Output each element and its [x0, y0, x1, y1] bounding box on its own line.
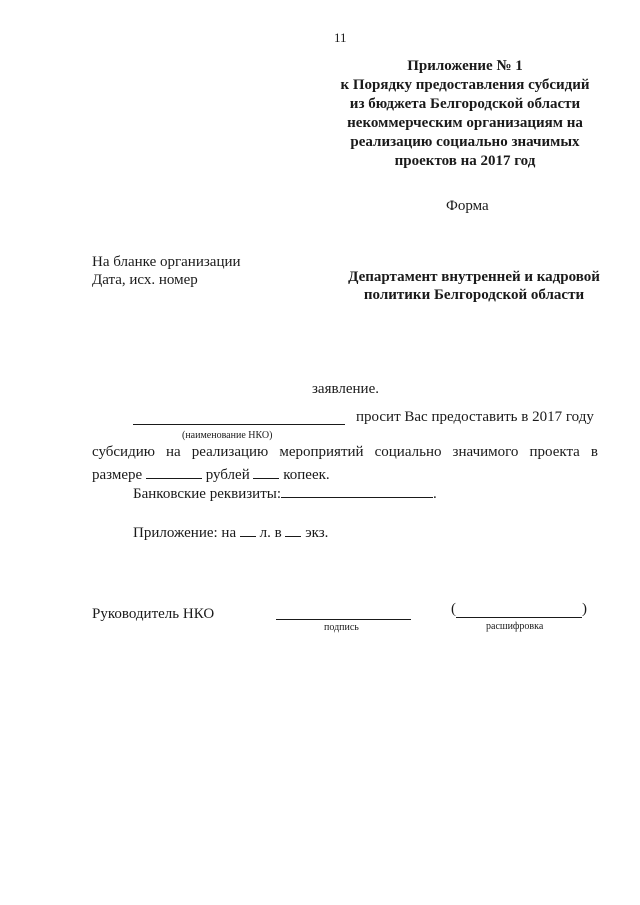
- copies-field[interactable]: [285, 524, 301, 537]
- bank-details-line: [133, 485, 437, 503]
- letterhead-line: На бланке организации: [92, 254, 241, 270]
- amount-prefix: размере: [92, 467, 143, 483]
- appendix-header: [320, 57, 610, 171]
- appendix-line: проектов на 2017 год: [394, 153, 536, 169]
- document-title: заявление.: [312, 381, 379, 397]
- rubles-label: рублей: [205, 467, 250, 483]
- appendix-line: реализацию социально значимых: [350, 134, 580, 150]
- sheets-field[interactable]: [240, 524, 256, 537]
- appendix-line: к Порядку предоставления субсидий: [340, 77, 590, 93]
- decode-paren-close: ): [582, 601, 587, 617]
- sheets-label: л. в: [259, 525, 282, 541]
- rubles-field[interactable]: [146, 466, 202, 479]
- form-label: Форма: [446, 198, 489, 214]
- date-number-line: Дата, исх. номер: [92, 272, 198, 288]
- org-name-caption: (наименование НКО): [182, 430, 273, 441]
- page-number: 11: [334, 30, 347, 45]
- bank-details-end: .: [433, 486, 437, 502]
- attachment-prefix: Приложение: на: [133, 525, 237, 541]
- bank-details-label: Банковские реквизиты:: [133, 486, 282, 502]
- signature-decode-caption: расшифровка: [486, 621, 544, 632]
- addressee-line: Департамент внутренней и кадровой: [348, 269, 600, 285]
- signature-field[interactable]: [276, 619, 411, 620]
- bank-details-field[interactable]: [281, 485, 433, 498]
- signature-caption: подпись: [324, 622, 359, 633]
- appendix-line: некоммерческим организациям на: [347, 115, 583, 131]
- signer-title: Руководитель НКО: [92, 606, 215, 622]
- addressee-line: политики Белгородской области: [363, 287, 585, 303]
- copies-label: экз.: [305, 525, 329, 541]
- request-text: просит Вас предоставить в 2017 году: [356, 409, 594, 425]
- org-name-field[interactable]: [133, 424, 345, 425]
- amount-line: [92, 466, 330, 484]
- kopecks-label: копеек.: [283, 467, 330, 483]
- decode-paren-open: (: [451, 601, 456, 617]
- letterhead-block: [92, 253, 241, 289]
- subsidy-text: субсидию на реализацию мероприятий социально значимого проекта в: [92, 444, 598, 460]
- appendix-line: из бюджета Белгородской области: [349, 96, 581, 112]
- addressee: [336, 268, 612, 304]
- kopecks-field[interactable]: [253, 466, 279, 479]
- subsidy-paragraph: [92, 443, 598, 461]
- appendix-line: Приложение № 1: [407, 58, 523, 74]
- signature-decode-field[interactable]: [456, 617, 582, 618]
- attachment-line: [133, 524, 328, 542]
